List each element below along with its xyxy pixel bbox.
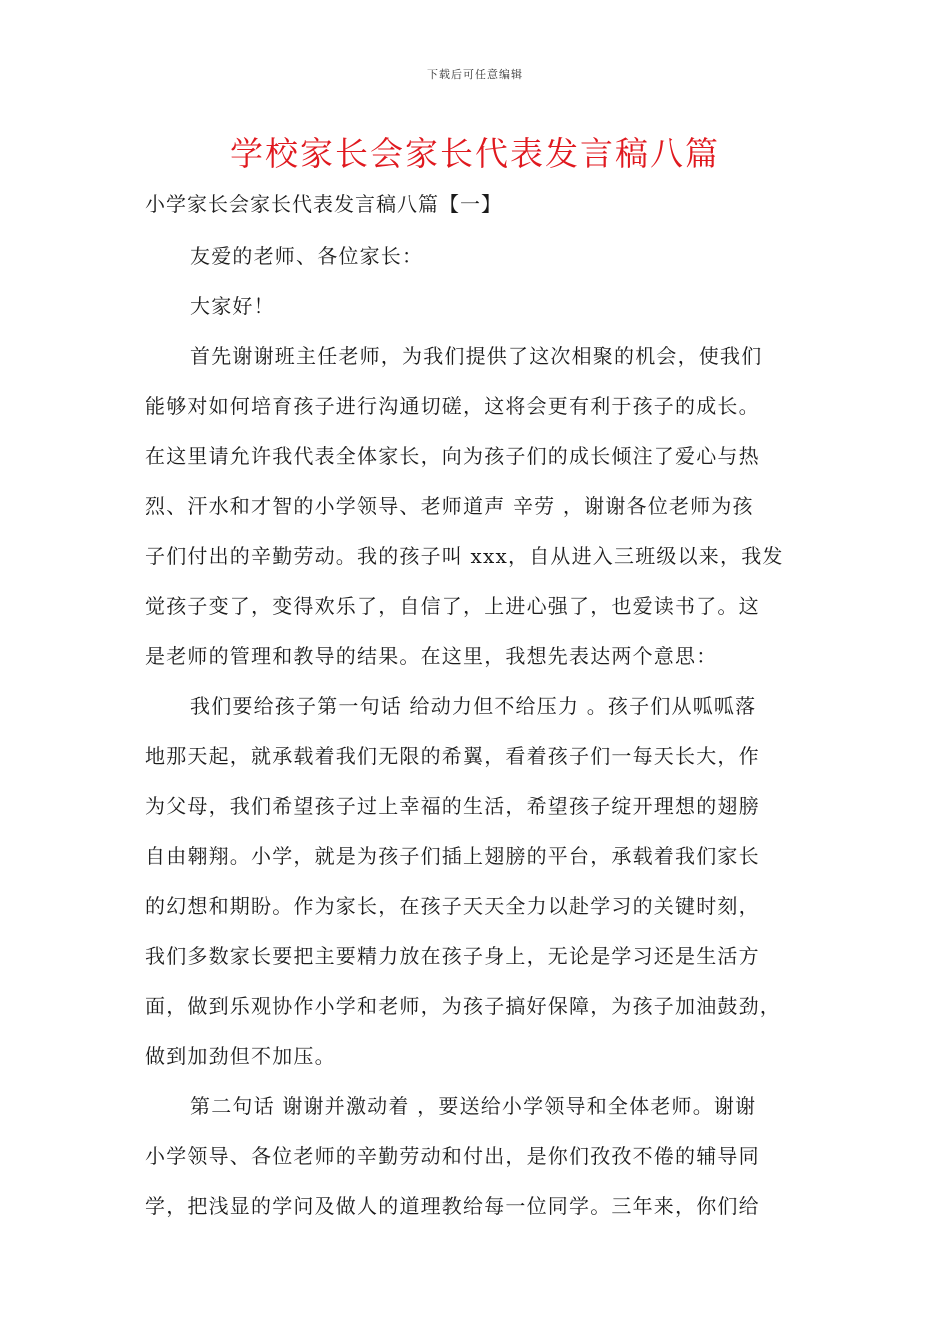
document-title: 学校家长会家长代表发言稿八篇 — [230, 134, 720, 173]
greeting-line: 大家好！ — [190, 294, 275, 318]
paragraph-line: 学，把浅显的学问及做人的道理教给每一位同学。三年来，你们给 — [145, 1194, 760, 1218]
section-subtitle: 小学家长会家长代表发言稿八篇【一】 — [145, 192, 502, 216]
paragraph-line: 地那天起，就承载着我们无限的希翼，看着孩子们一每天长大，作 — [145, 744, 760, 768]
paragraph-line: 能够对如何培育孩子进行沟通切磋，这将会更有利于孩子的成长。 — [145, 394, 760, 418]
paragraph-line: 第二句话 谢谢并激动着 ，要送给小学领导和全体老师。谢谢 — [190, 1094, 757, 1118]
paragraph-line: 的幻想和期盼。作为家长，在孩子天天全力以赴学习的关键时刻， — [145, 894, 760, 918]
header-note: 下载后可任意编辑 — [427, 68, 523, 81]
paragraph-line: 我们多数家长要把主要精力放在孩子身上，无论是学习还是生活方 — [145, 944, 760, 968]
paragraph-line: 面，做到乐观协作小学和老师，为孩子搞好保障，为孩子加油鼓劲， — [145, 994, 781, 1018]
paragraph-line: 烈、汗水和才智的小学领导、老师道声 辛劳 ，谢谢各位老师为孩 — [145, 494, 754, 518]
paragraph-line: 做到加劲但不加压。 — [145, 1044, 336, 1068]
paragraph-line: 子们付出的辛勤劳动。我的孩子叫 xxx，自从进入三班级以来，我发 — [145, 544, 784, 568]
paragraph-line: 我们要给孩子第一句话 给动力但不给压力 。孩子们从呱呱落 — [190, 694, 757, 718]
salutation-line: 友爱的老师、各位家长： — [190, 244, 424, 268]
paragraph-line: 为父母，我们希望孩子过上幸福的生活，希望孩子绽开理想的翅膀 — [145, 794, 760, 818]
paragraph-line: 是老师的管理和教导的结果。在这里，我想先表达两个意思： — [145, 644, 718, 668]
paragraph-line: 首先谢谢班主任老师，为我们提供了这次相聚的机会，使我们 — [190, 344, 763, 368]
paragraph-line: 自由翱翔。小学，就是为孩子们插上翅膀的平台，承载着我们家长 — [145, 844, 760, 868]
paragraph-line: 觉孩子变了，变得欢乐了，自信了，上进心强了，也爱读书了。这 — [145, 594, 760, 618]
paragraph-line: 小学领导、各位老师的辛勤劳动和付出，是你们孜孜不倦的辅导同 — [145, 1144, 760, 1168]
paragraph-line: 在这里请允许我代表全体家长，向为孩子们的成长倾注了爱心与热 — [145, 444, 760, 468]
